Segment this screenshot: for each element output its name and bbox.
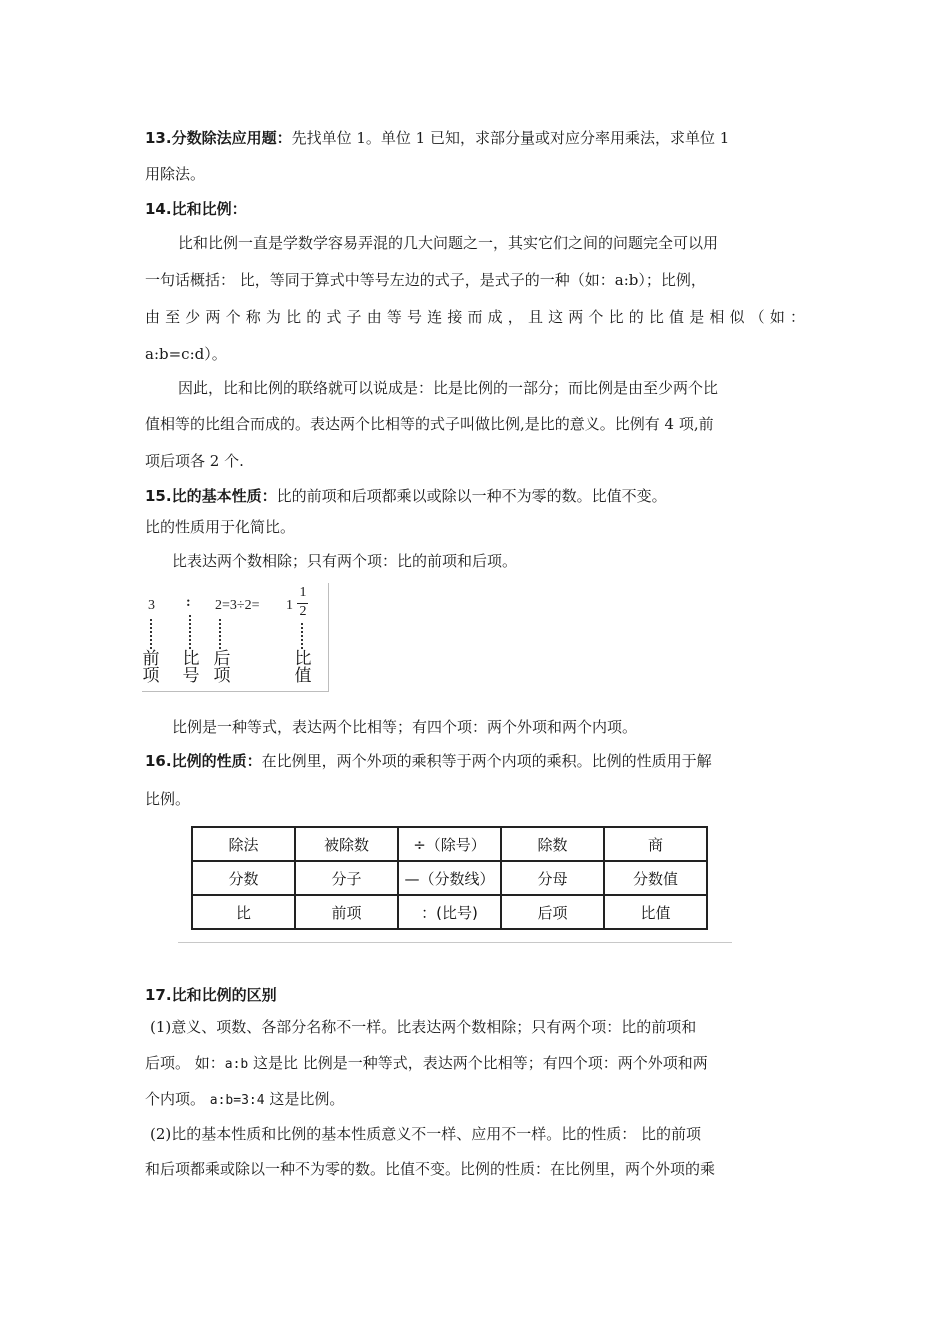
table-cell: 分母 <box>501 861 604 895</box>
s14-p1-line3: 由至少两个称为比的式子由等号连接而成，且这两个比的比值是相似（如： <box>145 308 805 326</box>
diagram-term-3: 3 <box>148 598 155 613</box>
table-row <box>192 827 707 861</box>
table-cell: 分子 <box>295 861 398 895</box>
table-cell: 分数值 <box>604 861 707 895</box>
table-cell: 商 <box>604 827 707 861</box>
table-row <box>192 895 707 929</box>
table-cell: 前项 <box>295 895 398 929</box>
diagram-fraction-denominator: 2 <box>299 604 307 619</box>
s17-line1: (1)意义、项数、各部分名称不一样。比表达两个数相除；只有两个项：比的前项和 <box>150 1018 697 1036</box>
s13-line1 <box>145 128 729 148</box>
table-underline <box>178 942 732 943</box>
s17-line2-b: 这是比 比例是一种等式，表达两个比相等；有四个项：两个外项和两 <box>248 1054 708 1072</box>
diagram-label-back: 后项 <box>213 649 231 686</box>
s14-p1-line4: a:b=c:d）。 <box>145 345 227 363</box>
s16-text: 在比例里，两个外项的乘积等于两个内项的乘积。比例的性质用于解 <box>261 752 712 770</box>
s17-example-proportion: a:b=3:4 <box>209 1093 265 1108</box>
s15-line1 <box>145 486 667 506</box>
s17-line3-a: 个内项。 <box>145 1090 210 1108</box>
table-cell: 后项 <box>501 895 604 929</box>
s17-line4: (2)比的基本性质和比例的基本性质意义不一样、应用不一样。比的性质： 比的前项 <box>150 1125 702 1143</box>
diagram-dots-back <box>219 619 224 649</box>
s16-line2: 比例。 <box>145 790 191 808</box>
table-cell: 分数 <box>192 861 295 895</box>
diagram-dots-front <box>150 619 155 649</box>
ratio-diagram <box>142 583 329 692</box>
s15-text: 比的前项和后项都乘以或除以一种不为零的数。比值不变。 <box>276 487 667 505</box>
s17-line3 <box>145 1089 344 1111</box>
s13-text: 先找单位 1。单位 1 已知，求部分量或对应分率用乘法，求单位 1 <box>291 129 730 147</box>
s17-line5: 和后项都乘或除以一种不为零的数。比值不变。比例的性质：在比例里，两个外项的乘 <box>145 1160 716 1178</box>
s16-line1 <box>145 751 712 771</box>
s14-heading: 14.比和比例： <box>145 200 247 218</box>
table-cell: 除数 <box>501 827 604 861</box>
diagram-label-front: 前项 <box>142 649 160 686</box>
s14-p1-line2: 一句话概括： 比，等同于算式中等号左边的式子，是式子的一种（如：a:b）；比例， <box>145 271 706 289</box>
diagram-label-value: 比值 <box>294 649 312 686</box>
s14-p2-line3: 项后项各 2 个. <box>145 452 244 470</box>
table-cell: ÷（除号） <box>398 827 501 861</box>
s13-line2: 用除法。 <box>145 165 206 183</box>
diagram-expression: 2=3÷2= <box>215 598 260 613</box>
table-cell: 比值 <box>604 895 707 929</box>
table-cell: —（分数线） <box>398 861 501 895</box>
diagram-colon: : <box>186 595 191 610</box>
table-cell: ：(比号) <box>398 895 501 929</box>
table-cell: 比 <box>192 895 295 929</box>
s14-p2-line2: 值相等的比组合而成的。表达两个比相等的式子叫做比例,是比的意义。比例有 4 项,前 <box>145 415 714 433</box>
diagram-label-sign: 比号 <box>182 649 200 686</box>
diagram-dots-value <box>301 623 306 649</box>
table-row <box>192 861 707 895</box>
s17-heading: 17.比和比例的区别 <box>145 986 277 1004</box>
diagram-dots-sign <box>189 615 194 649</box>
s13-heading: 13.分数除法应用题： <box>145 129 292 147</box>
comparison-table <box>191 826 708 930</box>
s15-heading: 15.比的基本性质： <box>145 487 277 505</box>
table-cell: 除法 <box>192 827 295 861</box>
s14-p1-line1: 比和比例一直是学数学容易弄混的几大问题之一，其实它们之间的问题完全可以用 <box>178 234 719 252</box>
s15-line4: 比例是一种等式，表达两个比相等；有四个项：两个外项和两个内项。 <box>172 718 638 736</box>
s16-heading: 16.比例的性质： <box>145 752 262 770</box>
s17-line3-b: 这是比例。 <box>264 1090 345 1108</box>
s17-line2-a: 后项。 如： <box>145 1054 225 1072</box>
s17-line2 <box>145 1053 708 1075</box>
diagram-whole: 1 <box>286 598 293 613</box>
s17-example-ratio: a:b <box>224 1057 249 1072</box>
diagram-fraction-numerator: 1 <box>299 585 307 600</box>
s14-p2-line1: 因此，比和比例的联络就可以说成是：比是比例的一部分；而比例是由至少两个比 <box>178 379 719 397</box>
table-cell: 被除数 <box>295 827 398 861</box>
s15-line2: 比的性质用于化简比。 <box>145 518 296 536</box>
s15-line3: 比表达两个数相除；只有两个项：比的前项和后项。 <box>172 552 518 570</box>
